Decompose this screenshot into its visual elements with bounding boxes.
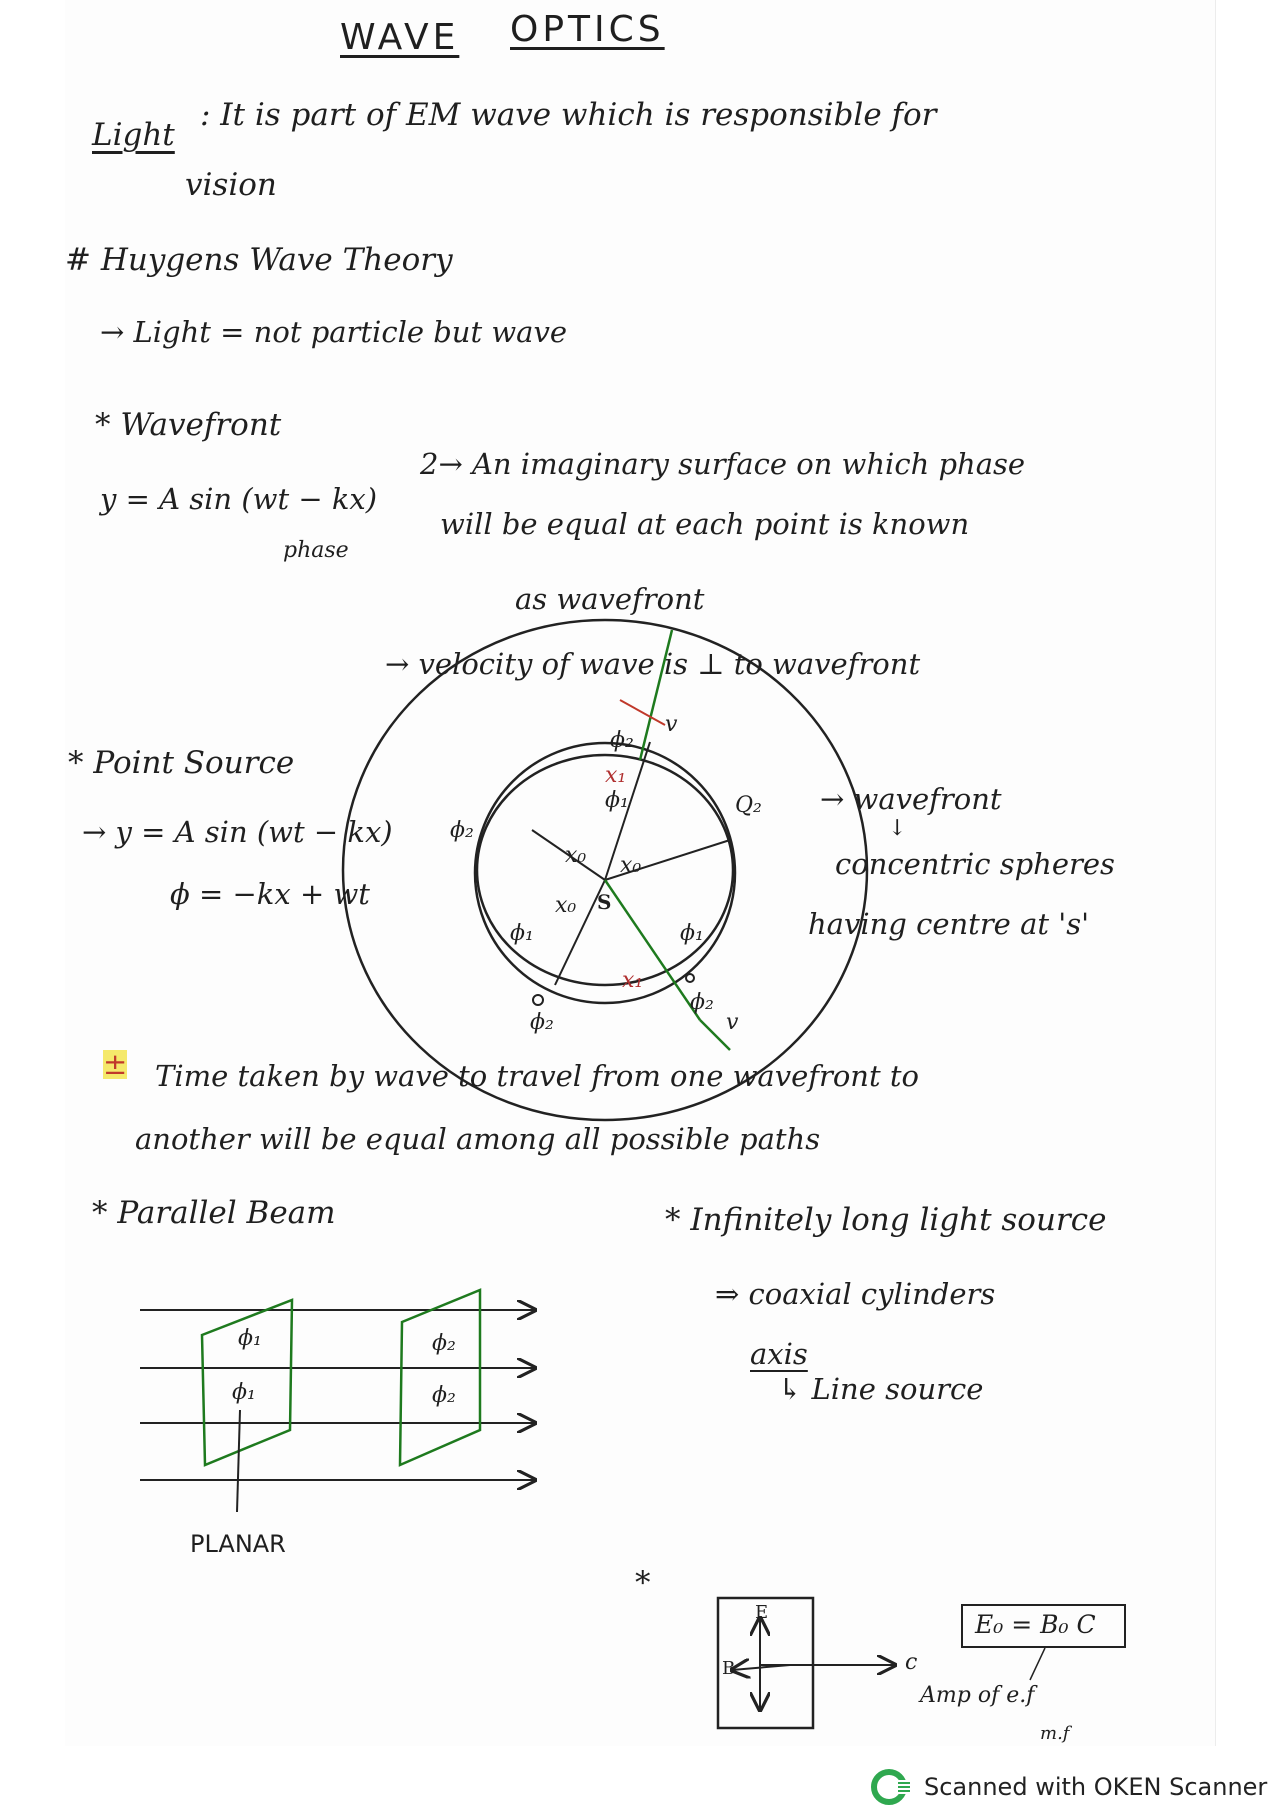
diagram-phase-1a: ϕ₁ bbox=[605, 788, 629, 813]
point-source-heading: * Point Source bbox=[68, 745, 295, 781]
diagram-v-top: v bbox=[665, 712, 678, 737]
wavefront-equation-label: phase bbox=[283, 538, 349, 563]
wavefront-heading: * Wavefront bbox=[95, 407, 282, 443]
wavefront-def-line2: will be equal at each point is known bbox=[440, 507, 970, 541]
infinite-source-axis-note: ↳ Line source bbox=[778, 1372, 984, 1406]
huygens-heading: # Huygens Wave Theory bbox=[65, 242, 453, 278]
infinite-source-line1: ⇒ coaxial cylinders bbox=[715, 1277, 996, 1311]
em-equation: E₀ = B₀ C bbox=[975, 1610, 1096, 1639]
em-c-label: c bbox=[905, 1650, 918, 1675]
parallel-phase-2a: ϕ₂ bbox=[432, 1331, 456, 1356]
diagram-x0-c: x₀ bbox=[555, 893, 577, 918]
diagram-q2: Q₂ bbox=[735, 793, 762, 818]
parallel-phase-1a: ϕ₁ bbox=[238, 1326, 262, 1351]
light-definition-cont: vision bbox=[185, 167, 277, 203]
ps-note-line2: concentric spheres bbox=[835, 847, 1115, 881]
wavefront-def-line3: as wavefront bbox=[515, 582, 705, 616]
diagram-v-bottom: v bbox=[726, 1010, 739, 1035]
diagram-phase-1c: ϕ₁ bbox=[680, 921, 704, 946]
em-amp-sub: m.f bbox=[1040, 1723, 1070, 1744]
diagram-x1-a: x₁ bbox=[605, 763, 627, 788]
time-note-line2: another will be equal among all possible paths bbox=[135, 1122, 821, 1156]
em-b-label: B bbox=[722, 1658, 736, 1679]
scanner-label: Scanned with OKEN Scanner bbox=[924, 1773, 1268, 1801]
oken-logo-icon bbox=[870, 1768, 912, 1806]
diagram-phase-2d: ϕ₂ bbox=[690, 990, 714, 1015]
point-source-equation: → y = A sin (wt − kx) bbox=[82, 815, 393, 849]
diagram-phase-2a: ϕ₂ bbox=[610, 728, 634, 753]
velocity-note: → velocity of wave is ⊥ to wavefront bbox=[385, 647, 921, 681]
time-note-marker: ± bbox=[103, 1047, 128, 1081]
wavefront-equation: y = A sin (wt − kx) bbox=[100, 482, 378, 516]
infinite-source-heading: * Infinitely long light source bbox=[665, 1202, 1107, 1238]
infinite-source-axis: axis bbox=[750, 1337, 808, 1371]
diagram-x1-b: x₁ bbox=[622, 968, 644, 993]
em-e-label: E bbox=[755, 1602, 769, 1623]
em-amp-note: Amp of e.f bbox=[920, 1683, 1035, 1708]
light-term: Light bbox=[92, 117, 175, 153]
em-star: * bbox=[635, 1565, 651, 1601]
parallel-phase-2b: ϕ₂ bbox=[432, 1383, 456, 1408]
time-note-line1: Time taken by wave to travel from one wavefront to bbox=[155, 1059, 919, 1093]
wavefront-def-line1: 2→ An imaginary surface on which phase bbox=[420, 447, 1026, 481]
huygens-point: → Light = not particle but wave bbox=[100, 315, 568, 349]
scanner-footer bbox=[870, 1767, 1267, 1807]
parallel-phase-1b: ϕ₁ bbox=[232, 1380, 256, 1405]
parallel-beam-heading: * Parallel Beam bbox=[92, 1195, 336, 1231]
planar-label: PLANAR bbox=[190, 1530, 286, 1558]
diagram-center: S bbox=[597, 890, 612, 914]
point-source-phase: ϕ = −kx + wt bbox=[170, 877, 370, 911]
diagram-phase-2b: ϕ₂ bbox=[450, 818, 474, 843]
ps-note-arrow: ↓ bbox=[888, 816, 907, 841]
title-wave: WAVE bbox=[340, 17, 460, 58]
ps-note-line3: having centre at 's' bbox=[808, 907, 1090, 941]
diagram-phase-1b: ϕ₁ bbox=[510, 921, 534, 946]
diagram-phase-2c: ϕ₂ bbox=[530, 1010, 554, 1035]
light-definition: : It is part of EM wave which is responsible for bbox=[200, 97, 937, 133]
diagram-x0-a: x₀ bbox=[565, 843, 587, 868]
title-optics: OPTICS bbox=[510, 9, 665, 50]
ps-note-line1: → wavefront bbox=[820, 782, 1002, 816]
diagram-x0-b: x₀ bbox=[620, 853, 642, 878]
